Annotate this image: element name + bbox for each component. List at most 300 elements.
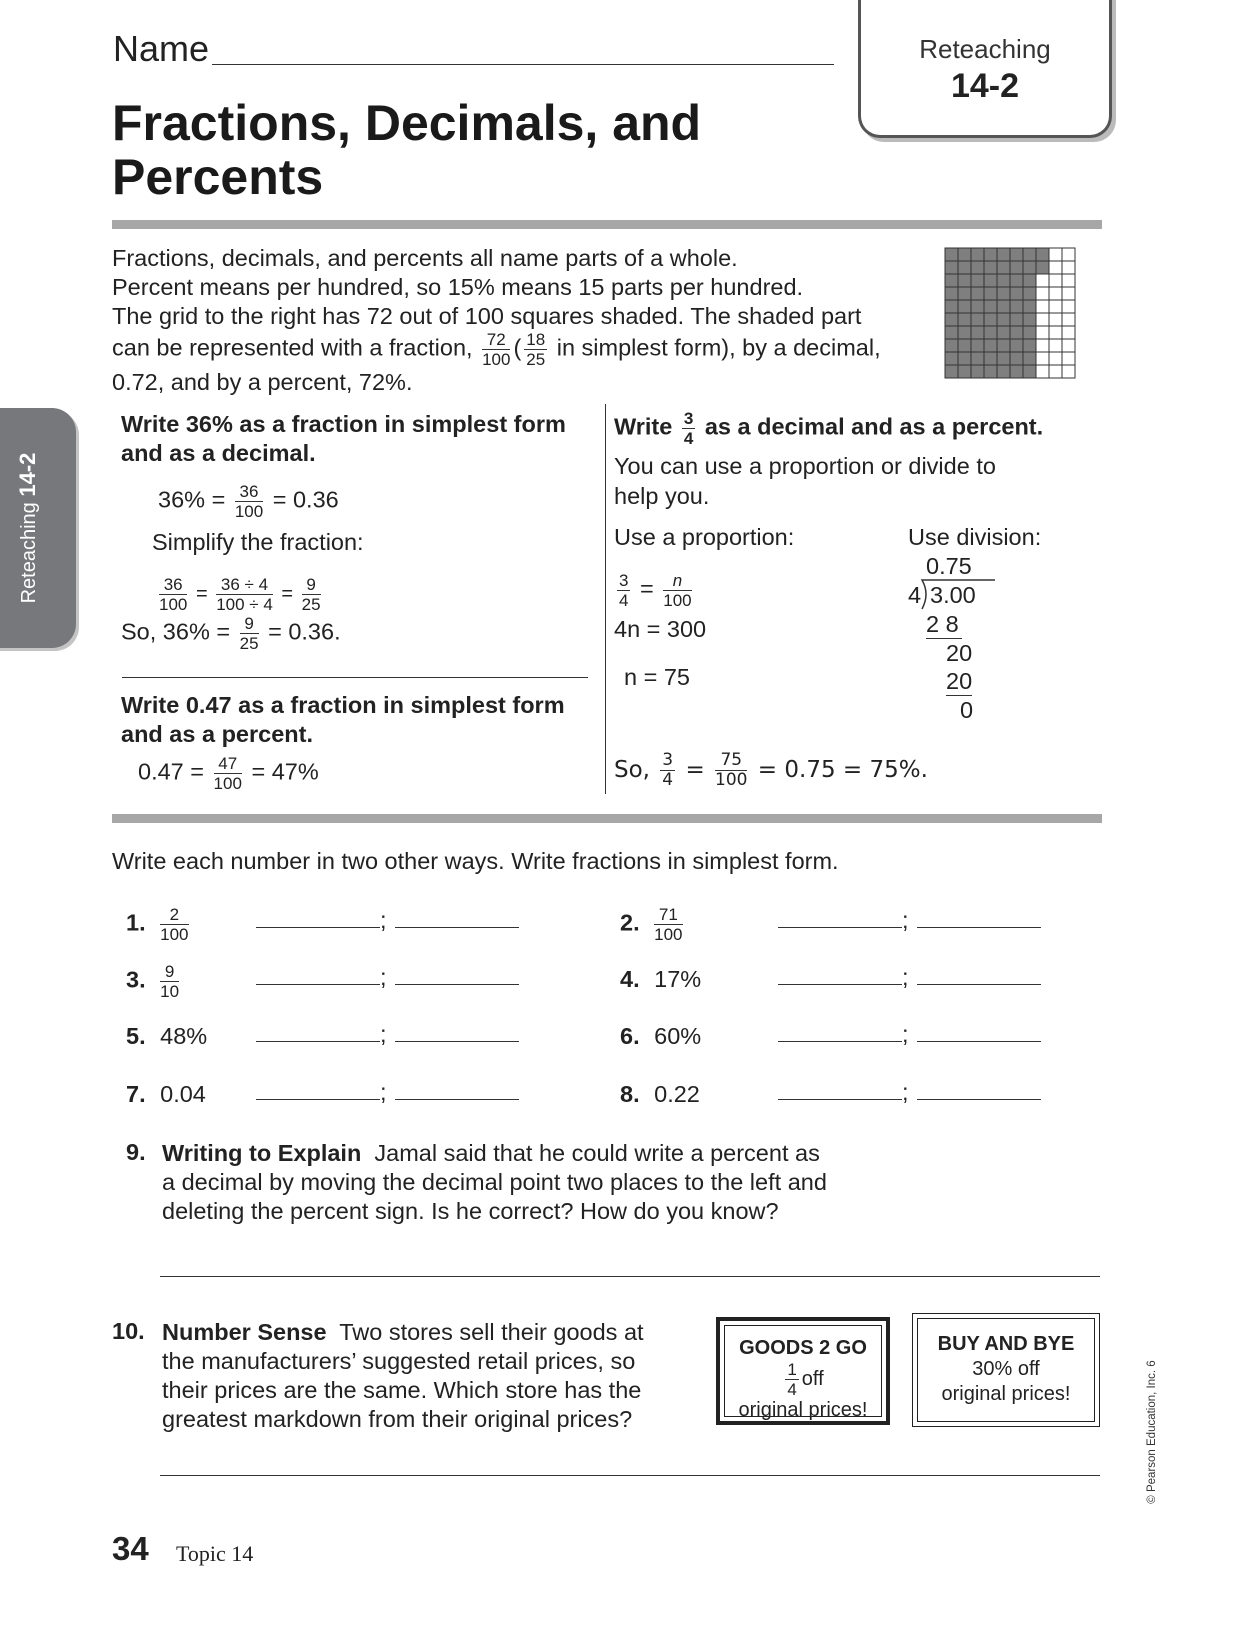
- exercise-3: [126, 963, 182, 1000]
- exercise-number: 7.: [126, 1081, 146, 1107]
- hundred-grid: [944, 247, 1076, 379]
- grid-cell: [1062, 326, 1075, 339]
- exercise-7: [126, 1081, 206, 1108]
- answer-blank[interactable]: [778, 1077, 902, 1100]
- grid-cell-shaded: [997, 326, 1010, 339]
- intro-line-2: Percent means per hundred, so 15% means 15 parts per hundred.: [112, 274, 804, 300]
- middle-divider: [112, 814, 1102, 823]
- frac-num: 1: [787, 1360, 797, 1379]
- grid-cell-shaded: [984, 248, 997, 261]
- grid-cell: [1036, 326, 1049, 339]
- exercise-1-answers: [256, 905, 519, 934]
- grid-cell-shaded: [958, 300, 971, 313]
- grid-cell: [1049, 313, 1062, 326]
- frac-num: 3: [619, 571, 629, 590]
- fraction: [785, 1361, 798, 1398]
- grid-cell-shaded: [971, 313, 984, 326]
- answer-blank[interactable]: [917, 905, 1041, 928]
- division-row-3: 20: [946, 668, 973, 694]
- frac-den: 4: [683, 429, 694, 448]
- eq-text: = 0.75 = 75%.: [757, 757, 928, 783]
- store-off: off: [801, 1367, 824, 1390]
- store-line-3: original prices!: [738, 1399, 868, 1421]
- store-goods-2-go: [716, 1317, 890, 1425]
- division-row-1: 2 8: [926, 611, 962, 639]
- grid-cell-shaded: [1023, 339, 1036, 352]
- frac-den: 10: [160, 982, 180, 1001]
- store-name: BUY AND BYE: [937, 1333, 1075, 1355]
- grid-cell-shaded: [1023, 300, 1036, 313]
- question-9-text: [162, 1139, 902, 1226]
- grid-cell-shaded: [1023, 287, 1036, 300]
- grid-cell-shaded: [958, 261, 971, 274]
- fraction: [660, 752, 675, 789]
- grid-cell-shaded: [945, 365, 958, 378]
- eq-text: 36% =: [158, 486, 226, 513]
- example3-heading: [614, 410, 1043, 447]
- grid-cell: [1049, 365, 1062, 378]
- grid-cell-shaded: [984, 352, 997, 365]
- grid-cell-shaded: [971, 365, 984, 378]
- frac-den: 100: [234, 502, 264, 521]
- frac-num: 9: [302, 576, 321, 595]
- exercise-number: 6.: [620, 1023, 640, 1049]
- side-tab-label: [15, 453, 41, 604]
- grid-cell: [1036, 313, 1049, 326]
- equals: =: [281, 582, 294, 605]
- question-9-number: [126, 1139, 146, 1166]
- store-buy-and-bye: [912, 1313, 1100, 1427]
- exercise-8: [620, 1081, 700, 1108]
- exercise-number: 4.: [620, 966, 640, 992]
- grid-cell-shaded: [984, 274, 997, 287]
- division-row-2: 20: [946, 640, 973, 666]
- q9-line-2: a decimal by moving the decimal point two places to the left and: [162, 1169, 827, 1195]
- q10-line-3: their prices are the same. Which store has the: [162, 1377, 642, 1403]
- exercise-number: 5.: [126, 1023, 146, 1049]
- grid-cell: [1036, 365, 1049, 378]
- exercise-value: 0.22: [654, 1081, 700, 1107]
- separator: ;: [902, 964, 909, 990]
- grid-cell-shaded: [984, 365, 997, 378]
- simplify-equation: [156, 576, 324, 613]
- separator: ;: [380, 1079, 387, 1105]
- store-discount: [720, 1361, 886, 1398]
- grid-cell-shaded: [945, 326, 958, 339]
- answer-blank[interactable]: [778, 1019, 902, 1042]
- proportion-equation: [614, 572, 695, 609]
- example2-equation: [138, 755, 319, 792]
- intro-line-3: The grid to the right has 72 out of 100 squares shaded. The shaded part: [112, 303, 862, 329]
- eq-text: = 47%: [251, 758, 319, 785]
- side-tab-kicker: Reteaching: [18, 502, 40, 604]
- grid-cell-shaded: [1023, 326, 1036, 339]
- separator: ;: [380, 1021, 387, 1047]
- grid-cell: [1036, 352, 1049, 365]
- exercise-number: 8.: [620, 1081, 640, 1107]
- frac-num: 75: [715, 752, 747, 771]
- division-quotient: 0.75: [926, 553, 972, 579]
- proportion-label: Use a proportion:: [614, 524, 795, 550]
- exercise-2: [620, 906, 686, 943]
- grid-cell-shaded: [958, 326, 971, 339]
- q9-answer-line[interactable]: [160, 1276, 1100, 1277]
- store-name: GOODS 2 GO: [739, 1337, 867, 1359]
- q9-label: Writing to Explain: [162, 1140, 362, 1166]
- grid-cell-shaded: [971, 261, 984, 274]
- grid-cell: [1049, 287, 1062, 300]
- intro-paragraph: [112, 244, 932, 397]
- heading-text: as a decimal and as a percent.: [704, 413, 1044, 440]
- separator: ;: [902, 1021, 909, 1047]
- grid-cell-shaded: [945, 261, 958, 274]
- answer-blank[interactable]: [395, 1077, 519, 1100]
- example3-conclusion: [614, 752, 928, 789]
- topic-label: Topic 14: [176, 1541, 254, 1566]
- grid-cell-shaded: [984, 339, 997, 352]
- exercise-value: 0.04: [160, 1081, 206, 1107]
- eq-text: = 0.36.: [268, 618, 341, 645]
- question-10-number: [112, 1318, 145, 1345]
- frac-den: 100 ÷ 4: [216, 595, 273, 614]
- grid-cell: [1049, 274, 1062, 287]
- grid-cell-shaded: [1010, 326, 1023, 339]
- store-line-3: original prices!: [941, 1383, 1071, 1405]
- fraction: [214, 755, 242, 792]
- exercise-5-answers: [256, 1019, 519, 1048]
- fraction: [240, 615, 259, 652]
- q10-answer-line[interactable]: [160, 1475, 1100, 1476]
- grid-cell-shaded: [997, 313, 1010, 326]
- answer-blank[interactable]: [395, 1019, 519, 1042]
- eq-text: So,: [614, 757, 650, 783]
- frac-den: 100: [159, 595, 188, 614]
- exercise-number: 10.: [112, 1318, 145, 1344]
- question-10-text: [162, 1318, 702, 1434]
- frac-den: 100: [482, 350, 511, 369]
- grid-cell-shaded: [971, 248, 984, 261]
- grid-cell-shaded: [997, 261, 1010, 274]
- exercise-number: 2.: [620, 909, 640, 936]
- fraction: [302, 576, 321, 613]
- help-line: You can use a proportion or divide to: [614, 453, 996, 479]
- grid-cell-shaded: [984, 287, 997, 300]
- intro-line-5: 0.72, and by a percent, 72%.: [112, 369, 413, 395]
- title-line-2: Percents: [112, 149, 324, 205]
- exercise-3-answers: [256, 962, 519, 991]
- fraction-18-25: [524, 331, 547, 368]
- exercise-value: 60%: [654, 1023, 702, 1049]
- grid-cell-shaded: [1023, 248, 1036, 261]
- frac-num: 2: [160, 906, 188, 925]
- frac-den: 100: [160, 925, 189, 944]
- grid-cell: [1049, 326, 1062, 339]
- grid-cell-shaded: [997, 365, 1010, 378]
- grid-cell-shaded: [1010, 313, 1023, 326]
- q9-text: Jamal said that he could write a percent as: [374, 1140, 820, 1166]
- grid-cell-shaded: [1010, 365, 1023, 378]
- example3-help: [614, 451, 996, 511]
- grid-cell-shaded: [971, 352, 984, 365]
- grid-cell: [1049, 248, 1062, 261]
- fraction: [159, 576, 187, 613]
- grid-cell: [1036, 287, 1049, 300]
- example1-conclusion: [121, 615, 341, 652]
- grid-cell-shaded: [1036, 261, 1049, 274]
- equals: =: [640, 575, 654, 602]
- store-discount: 30% off: [972, 1358, 1040, 1380]
- intro-line-4a: can be represented with a fraction,: [112, 334, 473, 361]
- lesson-tab-number: 14-2: [950, 67, 1020, 105]
- answer-blank[interactable]: [256, 962, 380, 985]
- grid-cell: [1049, 261, 1062, 274]
- fraction: [663, 572, 691, 609]
- exercise-fraction: [654, 906, 682, 943]
- exercise-7-answers: [256, 1077, 519, 1106]
- division-dividend: 3.00: [930, 582, 976, 608]
- grid-cell-shaded: [997, 248, 1010, 261]
- proportion-step-2: 4n = 300: [614, 616, 707, 642]
- frac-num: 9: [160, 963, 179, 982]
- grid-cell: [1062, 352, 1075, 365]
- division-remainder: 0: [960, 697, 974, 723]
- frac-num: 47: [214, 755, 242, 774]
- answer-blank[interactable]: [778, 962, 902, 985]
- exercise-number: 1.: [126, 909, 146, 936]
- frac-num: 18: [526, 330, 546, 349]
- grid-cell-shaded: [945, 300, 958, 313]
- grid-cell-shaded: [971, 287, 984, 300]
- separator: ;: [902, 907, 909, 933]
- frac-num: 3: [683, 409, 694, 428]
- grid-cell-shaded: [958, 287, 971, 300]
- frac-den: 100: [663, 591, 692, 610]
- frac-den: 25: [239, 634, 259, 653]
- separator: ;: [380, 964, 387, 990]
- grid-cell: [1036, 274, 1049, 287]
- grid-cell-shaded: [945, 313, 958, 326]
- grid-cell-shaded: [971, 274, 984, 287]
- answer-blank[interactable]: [395, 905, 519, 928]
- grid-cell-shaded: [997, 287, 1010, 300]
- q9-line-1: [162, 1139, 902, 1168]
- grid-cell-shaded: [984, 261, 997, 274]
- grid-cell: [1062, 248, 1075, 261]
- equals: =: [195, 582, 208, 605]
- simplify-label: Simplify the fraction:: [152, 529, 364, 555]
- fraction: [617, 572, 630, 609]
- intro-line-4b: in simplest form), by a decimal,: [556, 334, 881, 361]
- grid-cell: [1062, 300, 1075, 313]
- grid-cell-shaded: [984, 326, 997, 339]
- grid-cell-shaded: [945, 248, 958, 261]
- frac-den: 4: [619, 591, 629, 610]
- heading-text: Write: [614, 413, 673, 440]
- page-number: 34: [112, 1530, 149, 1567]
- frac-den: 4: [662, 770, 674, 790]
- fraction: [235, 483, 263, 520]
- title-line-1: Fractions, Decimals, and: [112, 95, 702, 151]
- grid-cell-shaded: [1010, 339, 1023, 352]
- division-divisor: 4: [908, 582, 922, 608]
- name-answer-line[interactable]: [212, 64, 834, 65]
- separator: ;: [380, 907, 387, 933]
- answer-blank[interactable]: [917, 1019, 1041, 1042]
- exercise-value: 17%: [654, 966, 702, 992]
- intro-line-1: Fractions, decimals, and percents all name parts of a whole.: [112, 245, 738, 271]
- grid-cell: [1049, 300, 1062, 313]
- grid-cell-shaded: [1010, 300, 1023, 313]
- exercise-4: [620, 966, 701, 993]
- grid-cell-shaded: [1010, 248, 1023, 261]
- eq-text: 0.47 =: [138, 758, 204, 785]
- frac-num: 72: [482, 331, 510, 350]
- exercise-6: [620, 1023, 701, 1050]
- grid-cell: [1049, 352, 1062, 365]
- grid-cell-shaded: [971, 339, 984, 352]
- grid-cell-shaded: [958, 248, 971, 261]
- grid-cell-shaded: [945, 339, 958, 352]
- grid-cell-shaded: [997, 274, 1010, 287]
- grid-cell: [1062, 339, 1075, 352]
- frac-num: 36 ÷ 4: [216, 576, 273, 595]
- fraction: [216, 576, 273, 613]
- frac-num: n: [663, 572, 691, 591]
- exercise-number: 3.: [126, 966, 146, 993]
- grid-cell-shaded: [984, 313, 997, 326]
- q10-label: Number Sense: [162, 1319, 327, 1345]
- side-tab-number: 14-2: [15, 452, 40, 497]
- eq-text: = 0.36: [272, 486, 339, 513]
- exercise-value: 48%: [160, 1023, 208, 1049]
- exercise-8-answers: [778, 1077, 1041, 1106]
- frac-den: 100: [654, 925, 683, 944]
- answer-blank[interactable]: [778, 905, 902, 928]
- exercise-number: 9.: [126, 1139, 146, 1165]
- grid-cell-shaded: [1023, 365, 1036, 378]
- q10-line-2: the manufacturers’ suggested retail prices, so: [162, 1348, 636, 1374]
- grid-cell-shaded: [1023, 313, 1036, 326]
- grid-cell: [1062, 313, 1075, 326]
- lesson-tab: [858, 0, 1112, 138]
- exercise-4-answers: [778, 962, 1041, 991]
- grid-cell-shaded: [1010, 287, 1023, 300]
- copyright-notice: © Pearson Education, Inc. 6: [1146, 1360, 1158, 1504]
- grid-cell: [1062, 287, 1075, 300]
- frac-num: 71: [654, 906, 682, 925]
- frac-den: 100: [213, 774, 242, 793]
- top-divider: [112, 220, 1102, 229]
- answer-blank[interactable]: [256, 1019, 380, 1042]
- grid-cell-shaded: [1010, 261, 1023, 274]
- grid-cell-shaded: [997, 339, 1010, 352]
- frac-den: 25: [301, 595, 321, 614]
- grid-cell-shaded: [958, 365, 971, 378]
- grid-cell-shaded: [971, 300, 984, 313]
- q10-text: Two stores sell their goods at: [339, 1319, 644, 1345]
- page-title: [112, 96, 832, 204]
- paren-open: (: [513, 334, 522, 361]
- grid-cell-shaded: [1036, 248, 1049, 261]
- grid-cell-shaded: [1010, 274, 1023, 287]
- equals: =: [685, 757, 705, 783]
- example1-equation: [158, 483, 339, 520]
- frac-num: 36: [159, 576, 187, 595]
- grid-cell-shaded: [997, 300, 1010, 313]
- grid-cell-shaded: [1023, 261, 1036, 274]
- frac-den: 4: [787, 1380, 797, 1399]
- exercise-5: [126, 1023, 207, 1050]
- division-label: Use division:: [908, 524, 1042, 550]
- example-divider: [122, 677, 588, 678]
- answer-blank[interactable]: [917, 962, 1041, 985]
- grid-cell-shaded: [958, 313, 971, 326]
- grid-cell-shaded: [945, 287, 958, 300]
- grid-cell: [1049, 339, 1062, 352]
- grid-cell-shaded: [984, 300, 997, 313]
- grid-cell-shaded: [945, 352, 958, 365]
- eq-text: So, 36% =: [121, 618, 231, 645]
- side-tab: [0, 408, 76, 648]
- grid-cell: [1062, 365, 1075, 378]
- answer-blank[interactable]: [256, 1077, 380, 1100]
- example1-heading: Write 36% as a fraction in simplest form and as a decimal.: [121, 411, 566, 466]
- column-divider: [605, 404, 606, 794]
- grid-cell-shaded: [971, 326, 984, 339]
- q9-line-3: deleting the percent sign. Is he correct? How do you know?: [162, 1198, 779, 1224]
- exercise-1: [126, 906, 192, 943]
- exercise-fraction: [160, 906, 188, 943]
- grid-cell-shaded: [945, 274, 958, 287]
- proportion-step-3: n = 75: [624, 664, 690, 690]
- frac-num: 3: [662, 750, 674, 770]
- answer-blank[interactable]: [256, 905, 380, 928]
- exercise-fraction: [160, 963, 179, 1000]
- grid-cell-shaded: [1023, 274, 1036, 287]
- q10-line-1: [162, 1318, 702, 1347]
- grid-cell-shaded: [1010, 352, 1023, 365]
- grid-cell: [1062, 261, 1075, 274]
- fraction: [682, 410, 695, 447]
- grid-cell: [1036, 300, 1049, 313]
- grid-cell-shaded: [958, 339, 971, 352]
- answer-blank[interactable]: [917, 1077, 1041, 1100]
- grid-cell: [1062, 274, 1075, 287]
- intro-line-4: [112, 331, 932, 368]
- lesson-tab-kicker: Reteaching: [919, 34, 1051, 64]
- frac-den: 25: [526, 350, 546, 369]
- help-line: help you.: [614, 483, 710, 509]
- grid-cell-shaded: [1023, 352, 1036, 365]
- fraction-72-100: [482, 331, 510, 368]
- separator: ;: [902, 1079, 909, 1105]
- frac-den: 100: [715, 770, 748, 790]
- q10-line-4: greatest markdown from their original prices?: [162, 1406, 633, 1432]
- answer-blank[interactable]: [395, 962, 519, 985]
- practice-instructions: Write each number in two other ways. Write fractions in simplest form.: [112, 848, 839, 874]
- grid-cell: [1036, 339, 1049, 352]
- grid-cell-shaded: [958, 274, 971, 287]
- name-label: Name: [113, 28, 210, 69]
- example2-heading: Write 0.47 as a fraction in simplest form and as a percent.: [121, 692, 565, 747]
- grid-cell-shaded: [997, 352, 1010, 365]
- exercise-2-answers: [778, 905, 1041, 934]
- frac-num: 36: [235, 483, 263, 502]
- exercise-6-answers: [778, 1019, 1041, 1048]
- fraction: [715, 752, 747, 789]
- grid-cell-shaded: [958, 352, 971, 365]
- frac-num: 9: [240, 615, 259, 634]
